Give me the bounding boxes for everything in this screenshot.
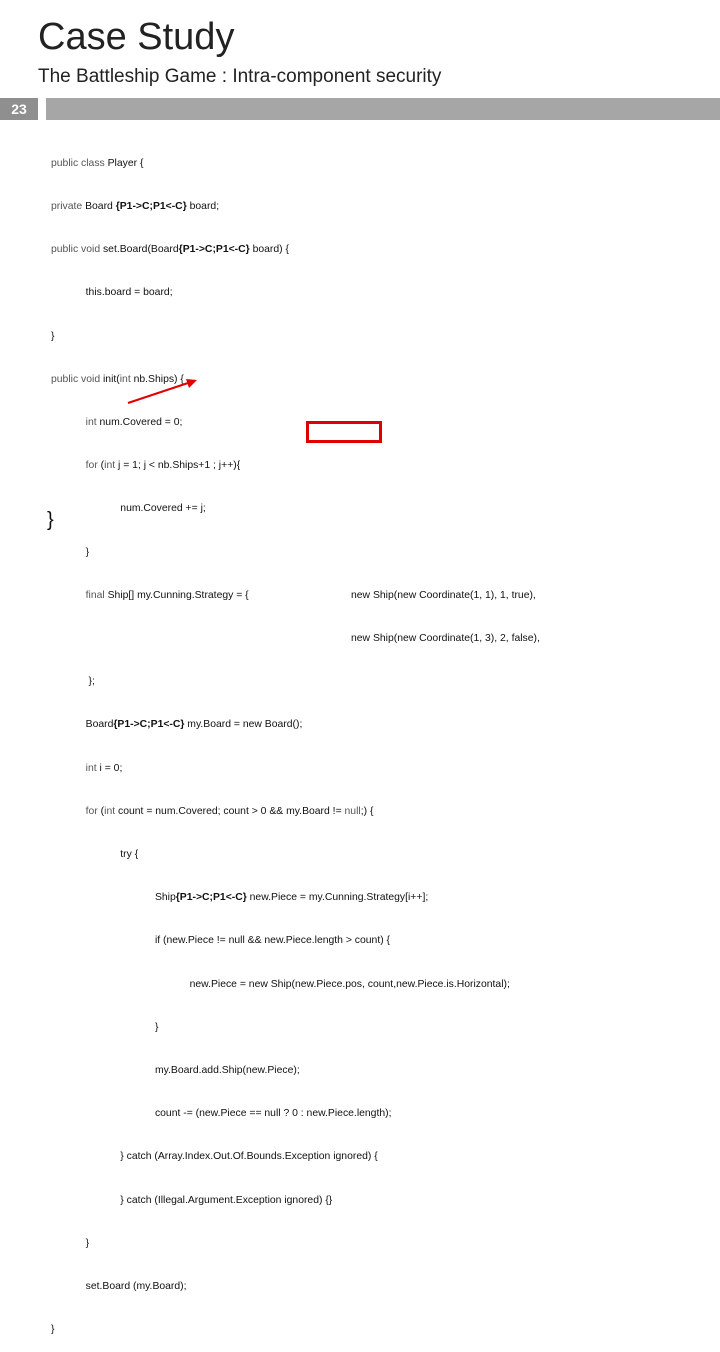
slide-number: 23 [0,98,38,120]
code-line [51,1194,510,1208]
code-text: i = 0; [99,762,123,774]
code-keyword: int [104,460,119,472]
code-text: count -= (new.Piece == null ? 0 : new.Piece.length); [154,1108,392,1120]
code-keyword: public void [51,373,103,385]
code-text: num.Covered += j; [120,503,206,515]
code-line [51,1107,510,1121]
code-text: new Ship(new Coordinate(1, 3), 2, false), [351,633,540,645]
code-line [51,632,540,646]
code-text: Ship[] my.Cunning.Strategy = { [107,589,249,601]
code-line [51,1237,510,1251]
code-keyword: for [85,805,101,817]
slide-title: Case Study [38,16,235,58]
code-text: new.Piece = new Ship(new.Piece.pos, count,new.Piece.is.Horizontal); [189,978,510,990]
code-keyword: private [51,201,86,213]
code-line [51,546,510,560]
code-text: ( [100,805,105,817]
code-line [51,1021,510,1035]
code-text: } catch (Array.Index.Out.Of.Bounds.Exception ignored) { [120,1151,378,1163]
code-line [51,805,510,819]
code-text: this.board = board; [85,287,173,299]
code-line [51,1150,510,1164]
closing-brace: } [47,509,54,531]
code-text: } [154,1021,159,1033]
code-line [51,675,510,689]
code-text: new.Piece = my.Cunning.Strategy[i++]; [246,892,429,904]
code-text: nb.Ships) { [133,373,184,385]
code-line [51,978,510,992]
code-keyword: null [344,805,361,817]
code-text: Board [85,201,116,213]
code-line [51,1280,510,1294]
code-text: ;) { [360,805,374,817]
code-keyword: int [104,805,119,817]
code-text: my.Board = new Board(); [184,719,303,731]
code-text: board; [186,201,220,213]
code-text: Player { [107,157,144,169]
arrow-head [186,379,197,388]
code-keyword: int [119,373,134,385]
code-text: } [51,330,55,342]
code-text: }; [88,676,95,688]
code-text: try { [120,849,139,861]
code-keyword: final [85,589,108,601]
arrow-shaft [128,382,191,403]
code-text: Board [85,719,114,731]
security-label: {P1->C;P1<-C} [178,244,250,256]
security-label: {P1->C;P1<-C} [113,719,185,731]
code-keyword: public void [51,244,103,256]
code-line [51,891,510,905]
slide-subtitle: The Battleship Game : Intra-component security [38,66,442,87]
code-text: init( [102,373,120,385]
code-text: new Ship(new Coordinate(1, 1), 1, true), [351,589,536,601]
security-label: {P1->C;P1<-C} [175,892,247,904]
code-text: j = 1; j < nb.Ships+1 ; j++){ [118,460,241,472]
code-text: } [85,1237,90,1249]
code-keyword: int [85,417,100,429]
code-keyword: for [85,460,101,472]
code-text: if (new.Piece != null && new.Piece.length > count) { [154,935,391,947]
code-line [51,1064,510,1078]
code-line [51,934,510,948]
code-line [51,589,536,603]
code-text: ( [100,460,105,472]
code-text: my.Board.add.Ship(new.Piece); [154,1065,300,1077]
code-text: board) { [249,244,289,256]
code-text: } catch (Illegal.Argument.Exception ignored) {} [120,1194,333,1206]
code-line [51,718,510,732]
code-text: set.Board (my.Board); [85,1281,187,1293]
security-label: {P1->C;P1<-C} [115,201,187,213]
code-line [51,848,510,862]
code-text: } [51,1324,55,1336]
code-text: Ship [154,892,176,904]
code-text: num.Covered = 0; [99,417,183,429]
code-keyword: int [85,762,100,774]
annotation-arrow [0,0,720,540]
code-line [51,762,510,776]
code-line [51,1323,510,1337]
code-text: set.Board(Board [102,244,179,256]
code-text: } [85,546,90,558]
code-text: count = num.Covered; count > 0 && my.Board != [118,805,345,817]
code-keyword: public class [51,157,108,169]
